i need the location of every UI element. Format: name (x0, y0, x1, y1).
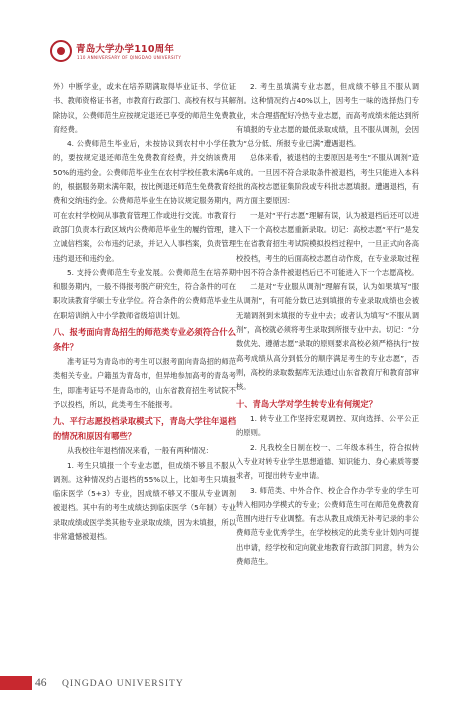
paragraph: 一是对“平行志愿”理解有误，认为被退档后还可以进入下一个高校志愿重新录取。切记：高校志愿“平行”是发生在省教育招生考试院模拟投档过程中，一旦正式向各高校投档，考生的后面高校志愿自动作废，在专业录取过程中因不符合条件被退档后已不可能进入下一个志愿高校。 (236, 210, 419, 277)
paragraph: 外）中断学业，或未在培养期满取得毕业证书、学位证书、教师资格证书者，市教育行政部门、高校有权与其解除协议，公费师范生应按规定退还已享受的师范生免费教育经费。 (53, 82, 236, 134)
anniversary-title: 青岛大学办学110周年 (76, 44, 175, 55)
paragraph: 1. 考生只填报一个专业志愿，但成绩不够且不服从调剂。这种情况约占退档的55%以上，比如考生只填报临床医学（5+3）专业，因成绩不够又不服从专业调剂被退档。其中有的考生成绩达到临床医学（5年制）专业录取成绩或医学类其他专业录取成绩，因为未填报，所以非常遗憾被退档。 (53, 460, 236, 542)
paragraph: 5. 支持公费师范生专业发展。公费师范生在培养期和服务期内，一般不得报考脱产研究生，符合条件的可在职攻读教育学硕士专业学位。符合条件的公费师范毕业生在职培训纳入中小学教师省级培训计划。 (53, 267, 236, 320)
page-number: 46 (35, 677, 47, 689)
section-heading: 十、青岛大学对学生转专业有何规定？ (236, 398, 378, 409)
section-heading: 八、报考面向青岛招生的师范类专业必须符合什么条件？ (53, 327, 236, 352)
paragraph: 3. 师范类、中外合作、校企合作办学专业的学生可转入相同办学模式的专业；公费师范生可在师范免费教育范围内进行专业调整。有志从教且成绩无补考记录的非公费师范专业优秀学生，在学校核定的此类专业计划内可提出申请，经学校和定向就业地教育行政部门同意，转为公费师范生。 (236, 485, 419, 566)
paragraph: 4. 公费师范生毕业后，未按协议到农村中小学任教的，要按规定退还师范生免费教育经费，并交纳该费用50%的违约金。公费师范毕业生在农村学校任教未满6年的，根据服务期未满年限，按比例退还师范生免费教育经费和交纳违约金。公费师范毕业生在协议规定服务期内，可在农村学校间从事教育管理工作或进行交流。市教育行政部门负责本行政区域内公费师范毕业生的履约管理，建立诚信档案，公布违约记录，并记入人事档案，负责管理违约退还和违约金。 (53, 139, 236, 263)
anniversary-subtitle: 110 ANNIVERSARY OF QINGDAO UNIVERSITY (77, 55, 182, 60)
paragraph: 从我校往年退档情况来看，一般有两种情况： (67, 446, 213, 456)
university-logo-icon (50, 40, 72, 62)
paragraph: 1. 转专业工作坚持宏观调控、双向选择、公平公正的原则。 (236, 414, 419, 438)
left-column (53, 80, 236, 544)
paragraph: 2. 凡我校全日制在校一、二年级本科生，符合拟转入专业对转专业学生思想道德、知识能力、身心素质等要求者，可提出转专业申请。 (236, 442, 419, 481)
paragraph: 准考证号为青岛市的考生可以报考面向青岛招的师范类相关专业。户籍虽为青岛市，但异地参加高考的青岛考生，即准考证号不是青岛市的，山东省教育招生考试院不予以投档，所以，此类考生不能报考。 (53, 357, 236, 409)
paragraph: 二是对“专业服从调剂”理解有误，认为如果填写“服从调剂”，有可能分数已达到填报的专业录取成绩也会被无端调剂到未填报的专业中去；或者认为填写“不服从调剂”，高校就必须将考生录取到所报专业中去。切记：“分数优先、遵循志愿”录取的原则要求高校必须严格执行“按高考成绩从高分到低分的顺序满足考生的专业志愿”，否则，高校的录取数据库无法通过山东省教育厅和教育部审核。 (236, 282, 419, 392)
section-heading: 九、平行志愿投档录取模式下，青岛大学往年退档的情况和原因有哪些？ (53, 416, 236, 441)
right-column (236, 80, 419, 569)
paragraph: 总体来看，被退档的主要原因是考生“不服从调剂”造成的。一旦因不符合录取条件被退档，考生只能进入本科批的高校志愿征集阶段或专科批志愿填报。遭遇退档，有两方面主要原因： (236, 153, 419, 206)
paragraph: 2. 考生虽填满专业志愿，但成绩不够且不服从调剂。这种情况约占40%以上，因考生一味的选择热门专业，未合理搭配好冷热专业志愿，而高考成绩未能达到所有填报的专业志愿的最低录取成绩，且不服从调剂，会因为“总分低、所报专业已满”遭遇退档。 (236, 82, 419, 149)
footer-accent-bar (0, 676, 32, 690)
footer-university-name: QINGDAO UNIVERSITY (62, 679, 184, 689)
page-header (0, 0, 468, 70)
